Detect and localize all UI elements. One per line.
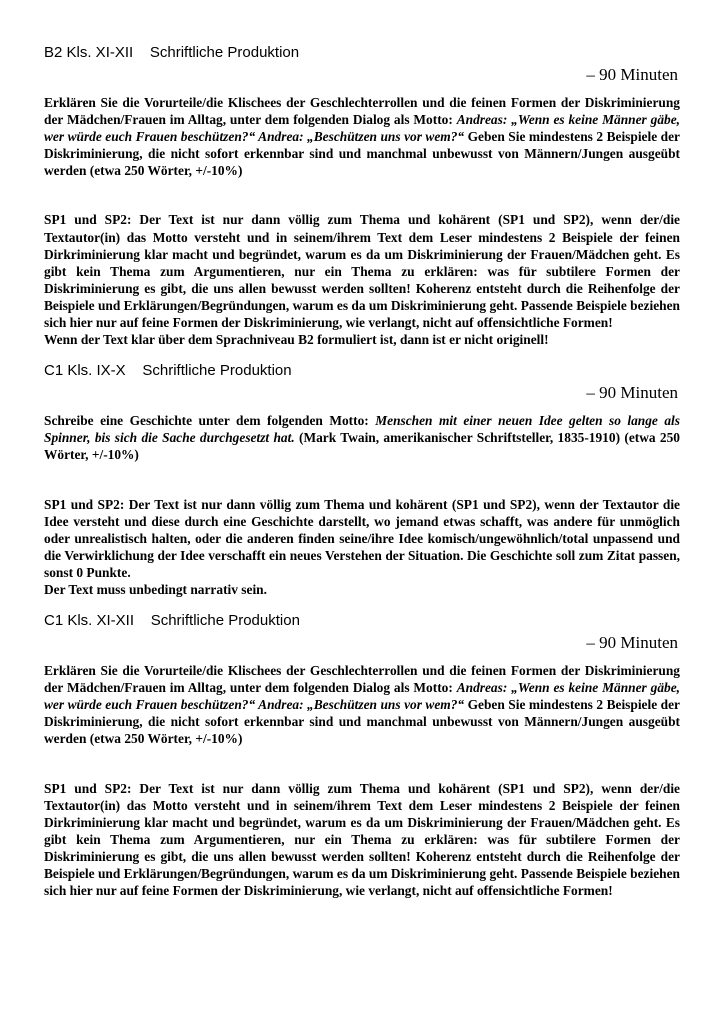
- task-text-continued: Geben Sie mindestens 2 Beispiele der Diskriminierung, die nicht sofort erkennbar sind und manchmal unbewusst von Männern/Jungen ausgeübt werden (etwa 250 Wörter, +/-10%): [44, 697, 680, 747]
- section-b2-xi-xii: [44, 44, 680, 348]
- document-page: [44, 44, 680, 899]
- assessment-criteria: [44, 780, 680, 900]
- section-heading: B2 Kls. XI-XII Schriftliche Produktion: [44, 44, 300, 61]
- task-description: [44, 412, 680, 463]
- task-text: Erklären Sie die Vorurteile/die Klischees der Geschlechterrollen und die feinen Formen der Diskriminierung der Mädchen/Frauen im Alltag, unter dem folgenden Dialog als Motto:: [44, 663, 680, 696]
- task-text: Schreibe eine Geschichte unter dem folgenden Motto:: [44, 413, 376, 429]
- assessment-criteria: [44, 496, 680, 599]
- criteria-note: Der Text muss unbedingt narrativ sein.: [44, 581, 267, 597]
- task-text: Erklären Sie die Vorurteile/die Klischees der Geschlechterrollen und die feinen Formen der Diskriminierung der Mädchen/Frauen im Alltag, unter dem folgenden Dialog als Motto:: [44, 95, 680, 128]
- task-motto: Menschen mit einer neuen Idee gelten so lange als Spinner, bis sich die Sache durchgesetzt hat.: [44, 413, 680, 446]
- task-motto: Andreas: „Wenn es keine Männer gäbe, wer würde euch Frauen beschützen?“ Andrea: „Beschützen uns vor wem?“: [44, 680, 680, 713]
- section-heading: C1 Kls. XI-XII Schriftliche Produktion: [44, 612, 300, 630]
- criteria-text: SP1 und SP2: Der Text ist nur dann völlig zum Thema und kohärent (SP1 und SP2), wenn der/die Textautor(in) das Motto versteht und in seinem/ihrem Text dem Leser mindestens 2 Beispiele der feinen Dirkriminierung klar macht und begründet, warum es da um Diskriminierung der Frauen/Mädchen geht. Es gibt kein Thema zum Argumentieren, nur ein Thema zu erklären: was für subtilere Formen der Diskriminierung es gibt, die uns allen bewusst werden sollten! Koherenz entsteht durch die Reihenfolge der Beispiele und Erklärungen/Begründungen, warum es da um Diskriminierung geht. Passende Beispiele beziehen sich hier nur auf feine Formen der Diskriminierung, wie verlangt, nicht auf offensichtliche Formen!: [44, 212, 680, 331]
- task-text-continued: (Mark Twain, amerikanischer Schriftsteller, 1835-1910) (etwa 250 Wörter, +/-10%): [44, 430, 681, 463]
- section-c1-ix-x: [44, 362, 680, 598]
- criteria-text: SP1 und SP2: Der Text ist nur dann völlig zum Thema und kohärent (SP1 und SP2), wenn der Textautor die Idee versteht und diese durch eine Geschichte darstellt, wo jemand etwas schafft, was andere für unmöglich oder unrealistisch halten, oder die anderen finden seine/ihre Idee komisch/ungewöhnlich/total unpassend und die Verwirklichung der Idee verschafft ein neues Verstehen der Situation. Die Geschichte soll zum Zitat passen, sonst 0 Punkte.: [44, 496, 680, 580]
- assessment-criteria: [44, 211, 680, 348]
- task-description: [44, 94, 680, 179]
- section-duration: – 90 Minuten: [586, 633, 678, 653]
- section-duration: – 90 Minuten: [586, 65, 678, 84]
- section-c1-xi-xii: [44, 612, 680, 899]
- criteria-text: SP1 und SP2: Der Text ist nur dann völlig zum Thema und kohärent (SP1 und SP2), wenn der/die Textautor(in) das Motto versteht und in seinem/ihrem Text dem Leser mindestens 2 Beispiele der feinen Dirkriminierung klar macht und begründet, warum es da um Diskriminierung der Frauen/Mädchen geht. Es gibt kein Thema zum Argumentieren, nur ein Thema zu erklären: was für subtilere Formen der Diskriminierung es gibt, die uns allen bewusst werden sollten! Koherenz entsteht durch die Reihenfolge der Beispiele und Erklärungen/Begründungen, warum es da um Diskriminierung geht. Passende Beispiele beziehen sich hier nur auf feine Formen der Diskriminierung, wie verlangt, nicht auf offensichtliche Formen!: [44, 780, 680, 899]
- task-motto: Andreas: „Wenn es keine Männer gäbe, wer würde euch Frauen beschützen?“ Andrea: „Beschützen uns vor wem?“: [44, 112, 680, 145]
- section-duration: – 90 Minuten: [586, 383, 678, 403]
- task-description: [44, 662, 680, 747]
- task-text-continued: Geben Sie mindestens 2 Beispiele der Diskriminierung, die nicht sofort erkennbar sind und manchmal unbewusst von Männern/Jungen ausgeübt werden (etwa 250 Wörter, +/-10%): [44, 129, 680, 179]
- section-heading: C1 Kls. IX-X Schriftliche Produktion: [44, 362, 292, 380]
- criteria-note: Wenn der Text klar über dem Sprachniveau B2 formuliert ist, dann ist er nicht originell!: [44, 332, 549, 348]
